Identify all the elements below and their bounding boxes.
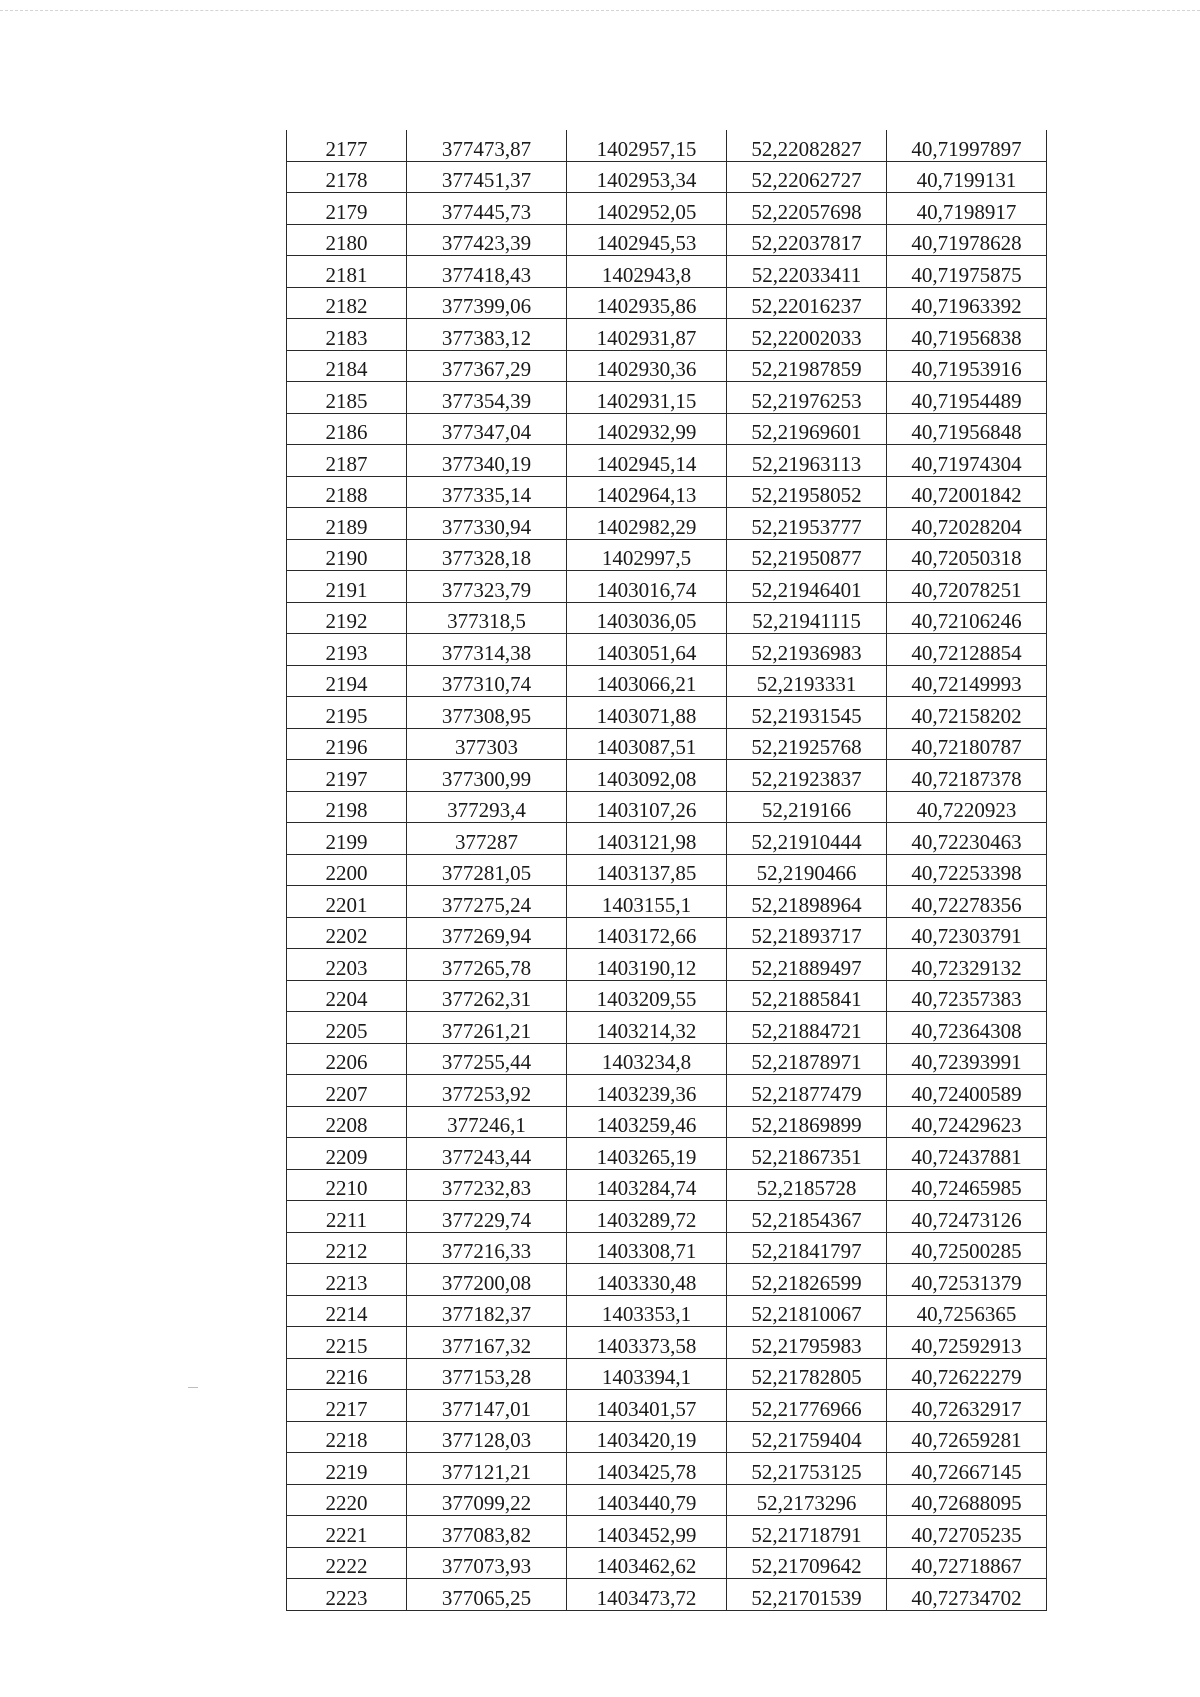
table-row bbox=[287, 445, 1047, 477]
point-number-cell: 2190 bbox=[287, 539, 407, 571]
longitude-cell: 40,71978628 bbox=[887, 224, 1047, 256]
y-coordinate-cell: 1403137,85 bbox=[567, 854, 727, 886]
latitude-cell: 52,21877479 bbox=[727, 1075, 887, 1107]
latitude-cell: 52,21759404 bbox=[727, 1421, 887, 1453]
longitude-cell: 40,72230463 bbox=[887, 823, 1047, 855]
point-number-cell: 2208 bbox=[287, 1106, 407, 1138]
longitude-cell: 40,72187378 bbox=[887, 760, 1047, 792]
point-number-cell: 2198 bbox=[287, 791, 407, 823]
latitude-cell: 52,2190466 bbox=[727, 854, 887, 886]
longitude-cell: 40,7256365 bbox=[887, 1295, 1047, 1327]
point-number-cell: 2206 bbox=[287, 1043, 407, 1075]
longitude-cell: 40,72632917 bbox=[887, 1390, 1047, 1422]
point-number-cell: 2180 bbox=[287, 224, 407, 256]
longitude-cell: 40,71954489 bbox=[887, 382, 1047, 414]
table-row bbox=[287, 193, 1047, 225]
point-number-cell: 2187 bbox=[287, 445, 407, 477]
longitude-cell: 40,71975875 bbox=[887, 256, 1047, 288]
y-coordinate-cell: 1403284,74 bbox=[567, 1169, 727, 1201]
longitude-cell: 40,72437881 bbox=[887, 1138, 1047, 1170]
longitude-cell: 40,7220923 bbox=[887, 791, 1047, 823]
latitude-cell: 52,22062727 bbox=[727, 161, 887, 193]
point-number-cell: 2181 bbox=[287, 256, 407, 288]
point-number-cell: 2179 bbox=[287, 193, 407, 225]
x-coordinate-cell: 377099,22 bbox=[407, 1484, 567, 1516]
latitude-cell: 52,21893717 bbox=[727, 917, 887, 949]
point-number-cell: 2215 bbox=[287, 1327, 407, 1359]
x-coordinate-cell: 377354,39 bbox=[407, 382, 567, 414]
y-coordinate-cell: 1402931,87 bbox=[567, 319, 727, 351]
point-number-cell: 2197 bbox=[287, 760, 407, 792]
x-coordinate-cell: 377083,82 bbox=[407, 1516, 567, 1548]
x-coordinate-cell: 377445,73 bbox=[407, 193, 567, 225]
longitude-cell: 40,72158202 bbox=[887, 697, 1047, 729]
table-row bbox=[287, 1043, 1047, 1075]
y-coordinate-cell: 1402952,05 bbox=[567, 193, 727, 225]
y-coordinate-cell: 1403036,05 bbox=[567, 602, 727, 634]
x-coordinate-cell: 377275,24 bbox=[407, 886, 567, 918]
y-coordinate-cell: 1403308,71 bbox=[567, 1232, 727, 1264]
point-number-cell: 2211 bbox=[287, 1201, 407, 1233]
table-row bbox=[287, 130, 1047, 161]
y-coordinate-cell: 1403289,72 bbox=[567, 1201, 727, 1233]
table-row bbox=[287, 1295, 1047, 1327]
longitude-cell: 40,72667145 bbox=[887, 1453, 1047, 1485]
table-row bbox=[287, 1484, 1047, 1516]
point-number-cell: 2217 bbox=[287, 1390, 407, 1422]
x-coordinate-cell: 377330,94 bbox=[407, 508, 567, 540]
x-coordinate-cell: 377367,29 bbox=[407, 350, 567, 382]
y-coordinate-cell: 1403051,64 bbox=[567, 634, 727, 666]
y-coordinate-cell: 1403259,46 bbox=[567, 1106, 727, 1138]
table-row bbox=[287, 1264, 1047, 1296]
y-coordinate-cell: 1403425,78 bbox=[567, 1453, 727, 1485]
point-number-cell: 2214 bbox=[287, 1295, 407, 1327]
x-coordinate-cell: 377216,33 bbox=[407, 1232, 567, 1264]
x-coordinate-cell: 377281,05 bbox=[407, 854, 567, 886]
point-number-cell: 2194 bbox=[287, 665, 407, 697]
latitude-cell: 52,2185728 bbox=[727, 1169, 887, 1201]
point-number-cell: 2188 bbox=[287, 476, 407, 508]
y-coordinate-cell: 1403473,72 bbox=[567, 1579, 727, 1611]
latitude-cell: 52,21931545 bbox=[727, 697, 887, 729]
latitude-cell: 52,21953777 bbox=[727, 508, 887, 540]
y-coordinate-cell: 1403172,66 bbox=[567, 917, 727, 949]
y-coordinate-cell: 1403209,55 bbox=[567, 980, 727, 1012]
table-row bbox=[287, 697, 1047, 729]
longitude-cell: 40,72429623 bbox=[887, 1106, 1047, 1138]
latitude-cell: 52,21987859 bbox=[727, 350, 887, 382]
latitude-cell: 52,21936983 bbox=[727, 634, 887, 666]
point-number-cell: 2186 bbox=[287, 413, 407, 445]
table-row bbox=[287, 319, 1047, 351]
point-number-cell: 2183 bbox=[287, 319, 407, 351]
latitude-cell: 52,2173296 bbox=[727, 1484, 887, 1516]
point-number-cell: 2189 bbox=[287, 508, 407, 540]
y-coordinate-cell: 1403239,36 bbox=[567, 1075, 727, 1107]
x-coordinate-cell: 377347,04 bbox=[407, 413, 567, 445]
point-number-cell: 2196 bbox=[287, 728, 407, 760]
x-coordinate-cell: 377318,5 bbox=[407, 602, 567, 634]
point-number-cell: 2191 bbox=[287, 571, 407, 603]
longitude-cell: 40,72465985 bbox=[887, 1169, 1047, 1201]
table-row bbox=[287, 1358, 1047, 1390]
point-number-cell: 2178 bbox=[287, 161, 407, 193]
x-coordinate-cell: 377423,39 bbox=[407, 224, 567, 256]
table-row bbox=[287, 508, 1047, 540]
y-coordinate-cell: 1403121,98 bbox=[567, 823, 727, 855]
x-coordinate-cell: 377246,1 bbox=[407, 1106, 567, 1138]
longitude-cell: 40,72393991 bbox=[887, 1043, 1047, 1075]
latitude-cell: 52,21969601 bbox=[727, 413, 887, 445]
table-row bbox=[287, 1453, 1047, 1485]
point-number-cell: 2192 bbox=[287, 602, 407, 634]
longitude-cell: 40,71997897 bbox=[887, 130, 1047, 161]
point-number-cell: 2216 bbox=[287, 1358, 407, 1390]
y-coordinate-cell: 1402964,13 bbox=[567, 476, 727, 508]
y-coordinate-cell: 1403087,51 bbox=[567, 728, 727, 760]
longitude-cell: 40,71953916 bbox=[887, 350, 1047, 382]
longitude-cell: 40,71956848 bbox=[887, 413, 1047, 445]
y-coordinate-cell: 1402932,99 bbox=[567, 413, 727, 445]
x-coordinate-cell: 377473,87 bbox=[407, 130, 567, 161]
longitude-cell: 40,72705235 bbox=[887, 1516, 1047, 1548]
table-row bbox=[287, 1106, 1047, 1138]
latitude-cell: 52,21826599 bbox=[727, 1264, 887, 1296]
latitude-cell: 52,21889497 bbox=[727, 949, 887, 981]
y-coordinate-cell: 1402935,86 bbox=[567, 287, 727, 319]
y-coordinate-cell: 1402930,36 bbox=[567, 350, 727, 382]
latitude-cell: 52,22057698 bbox=[727, 193, 887, 225]
y-coordinate-cell: 1403440,79 bbox=[567, 1484, 727, 1516]
y-coordinate-cell: 1403462,62 bbox=[567, 1547, 727, 1579]
latitude-cell: 52,22037817 bbox=[727, 224, 887, 256]
longitude-cell: 40,72078251 bbox=[887, 571, 1047, 603]
x-coordinate-cell: 377243,44 bbox=[407, 1138, 567, 1170]
coordinates-table-body bbox=[287, 130, 1047, 1610]
x-coordinate-cell: 377147,01 bbox=[407, 1390, 567, 1422]
table-row bbox=[287, 665, 1047, 697]
table-row bbox=[287, 602, 1047, 634]
latitude-cell: 52,21810067 bbox=[727, 1295, 887, 1327]
y-coordinate-cell: 1402945,14 bbox=[567, 445, 727, 477]
latitude-cell: 52,21946401 bbox=[727, 571, 887, 603]
y-coordinate-cell: 1403265,19 bbox=[567, 1138, 727, 1170]
longitude-cell: 40,72531379 bbox=[887, 1264, 1047, 1296]
table-row bbox=[287, 1075, 1047, 1107]
y-coordinate-cell: 1403353,1 bbox=[567, 1295, 727, 1327]
y-coordinate-cell: 1403452,99 bbox=[567, 1516, 727, 1548]
longitude-cell: 40,7198917 bbox=[887, 193, 1047, 225]
latitude-cell: 52,219166 bbox=[727, 791, 887, 823]
y-coordinate-cell: 1403330,48 bbox=[567, 1264, 727, 1296]
table-row bbox=[287, 1012, 1047, 1044]
point-number-cell: 2204 bbox=[287, 980, 407, 1012]
latitude-cell: 52,21950877 bbox=[727, 539, 887, 571]
y-coordinate-cell: 1403016,74 bbox=[567, 571, 727, 603]
point-number-cell: 2205 bbox=[287, 1012, 407, 1044]
latitude-cell: 52,21923837 bbox=[727, 760, 887, 792]
longitude-cell: 40,72329132 bbox=[887, 949, 1047, 981]
table-row bbox=[287, 917, 1047, 949]
latitude-cell: 52,21898964 bbox=[727, 886, 887, 918]
table-row bbox=[287, 1421, 1047, 1453]
x-coordinate-cell: 377200,08 bbox=[407, 1264, 567, 1296]
point-number-cell: 2177 bbox=[287, 130, 407, 161]
y-coordinate-cell: 1402982,29 bbox=[567, 508, 727, 540]
y-coordinate-cell: 1403401,57 bbox=[567, 1390, 727, 1422]
y-coordinate-cell: 1403214,32 bbox=[567, 1012, 727, 1044]
latitude-cell: 52,22002033 bbox=[727, 319, 887, 351]
table-row bbox=[287, 1547, 1047, 1579]
y-coordinate-cell: 1403092,08 bbox=[567, 760, 727, 792]
y-coordinate-cell: 1403234,8 bbox=[567, 1043, 727, 1075]
y-coordinate-cell: 1402953,34 bbox=[567, 161, 727, 193]
longitude-cell: 40,72278356 bbox=[887, 886, 1047, 918]
x-coordinate-cell: 377340,19 bbox=[407, 445, 567, 477]
table-row bbox=[287, 413, 1047, 445]
table-row bbox=[287, 382, 1047, 414]
latitude-cell: 52,21841797 bbox=[727, 1232, 887, 1264]
longitude-cell: 40,72253398 bbox=[887, 854, 1047, 886]
longitude-cell: 40,72500285 bbox=[887, 1232, 1047, 1264]
y-coordinate-cell: 1403071,88 bbox=[567, 697, 727, 729]
longitude-cell: 40,72400589 bbox=[887, 1075, 1047, 1107]
table-row bbox=[287, 1579, 1047, 1611]
longitude-cell: 40,72357383 bbox=[887, 980, 1047, 1012]
x-coordinate-cell: 377310,74 bbox=[407, 665, 567, 697]
y-coordinate-cell: 1403420,19 bbox=[567, 1421, 727, 1453]
x-coordinate-cell: 377121,21 bbox=[407, 1453, 567, 1485]
point-number-cell: 2203 bbox=[287, 949, 407, 981]
x-coordinate-cell: 377255,44 bbox=[407, 1043, 567, 1075]
point-number-cell: 2184 bbox=[287, 350, 407, 382]
x-coordinate-cell: 377300,99 bbox=[407, 760, 567, 792]
x-coordinate-cell: 377293,4 bbox=[407, 791, 567, 823]
table-row bbox=[287, 476, 1047, 508]
latitude-cell: 52,22016237 bbox=[727, 287, 887, 319]
latitude-cell: 52,21884721 bbox=[727, 1012, 887, 1044]
longitude-cell: 40,71974304 bbox=[887, 445, 1047, 477]
longitude-cell: 40,72473126 bbox=[887, 1201, 1047, 1233]
x-coordinate-cell: 377314,38 bbox=[407, 634, 567, 666]
point-number-cell: 2193 bbox=[287, 634, 407, 666]
y-coordinate-cell: 1402945,53 bbox=[567, 224, 727, 256]
table-row bbox=[287, 1138, 1047, 1170]
x-coordinate-cell: 377451,37 bbox=[407, 161, 567, 193]
point-number-cell: 2202 bbox=[287, 917, 407, 949]
table-row bbox=[287, 1516, 1047, 1548]
latitude-cell: 52,21701539 bbox=[727, 1579, 887, 1611]
scan-speck bbox=[188, 1387, 198, 1388]
latitude-cell: 52,22033411 bbox=[727, 256, 887, 288]
longitude-cell: 40,72303791 bbox=[887, 917, 1047, 949]
x-coordinate-cell: 377065,25 bbox=[407, 1579, 567, 1611]
table-row bbox=[287, 1169, 1047, 1201]
longitude-cell: 40,71963392 bbox=[887, 287, 1047, 319]
x-coordinate-cell: 377262,31 bbox=[407, 980, 567, 1012]
latitude-cell: 52,21963113 bbox=[727, 445, 887, 477]
longitude-cell: 40,72622279 bbox=[887, 1358, 1047, 1390]
latitude-cell: 52,21869899 bbox=[727, 1106, 887, 1138]
point-number-cell: 2209 bbox=[287, 1138, 407, 1170]
point-number-cell: 2213 bbox=[287, 1264, 407, 1296]
x-coordinate-cell: 377418,43 bbox=[407, 256, 567, 288]
table-row bbox=[287, 287, 1047, 319]
scan-edge-line bbox=[0, 10, 1200, 11]
latitude-cell: 52,21867351 bbox=[727, 1138, 887, 1170]
x-coordinate-cell: 377287 bbox=[407, 823, 567, 855]
point-number-cell: 2218 bbox=[287, 1421, 407, 1453]
table-row bbox=[287, 1390, 1047, 1422]
latitude-cell: 52,21910444 bbox=[727, 823, 887, 855]
table-row bbox=[287, 1232, 1047, 1264]
y-coordinate-cell: 1403107,26 bbox=[567, 791, 727, 823]
latitude-cell: 52,22082827 bbox=[727, 130, 887, 161]
longitude-cell: 40,7199131 bbox=[887, 161, 1047, 193]
table-row bbox=[287, 1327, 1047, 1359]
x-coordinate-cell: 377128,03 bbox=[407, 1421, 567, 1453]
latitude-cell: 52,21958052 bbox=[727, 476, 887, 508]
table-row bbox=[287, 728, 1047, 760]
latitude-cell: 52,2193331 bbox=[727, 665, 887, 697]
y-coordinate-cell: 1403155,1 bbox=[567, 886, 727, 918]
longitude-cell: 40,72001842 bbox=[887, 476, 1047, 508]
longitude-cell: 40,72659281 bbox=[887, 1421, 1047, 1453]
x-coordinate-cell: 377182,37 bbox=[407, 1295, 567, 1327]
point-number-cell: 2200 bbox=[287, 854, 407, 886]
longitude-cell: 40,71956838 bbox=[887, 319, 1047, 351]
table-row bbox=[287, 823, 1047, 855]
y-coordinate-cell: 1402943,8 bbox=[567, 256, 727, 288]
x-coordinate-cell: 377253,92 bbox=[407, 1075, 567, 1107]
point-number-cell: 2220 bbox=[287, 1484, 407, 1516]
point-number-cell: 2223 bbox=[287, 1579, 407, 1611]
point-number-cell: 2221 bbox=[287, 1516, 407, 1548]
table-row bbox=[287, 949, 1047, 981]
x-coordinate-cell: 377303 bbox=[407, 728, 567, 760]
longitude-cell: 40,72364308 bbox=[887, 1012, 1047, 1044]
coordinates-table bbox=[286, 130, 1047, 1611]
y-coordinate-cell: 1402997,5 bbox=[567, 539, 727, 571]
table-row bbox=[287, 256, 1047, 288]
point-number-cell: 2210 bbox=[287, 1169, 407, 1201]
latitude-cell: 52,21709642 bbox=[727, 1547, 887, 1579]
x-coordinate-cell: 377229,74 bbox=[407, 1201, 567, 1233]
latitude-cell: 52,21753125 bbox=[727, 1453, 887, 1485]
y-coordinate-cell: 1402957,15 bbox=[567, 130, 727, 161]
longitude-cell: 40,72106246 bbox=[887, 602, 1047, 634]
latitude-cell: 52,21795983 bbox=[727, 1327, 887, 1359]
x-coordinate-cell: 377265,78 bbox=[407, 949, 567, 981]
latitude-cell: 52,21718791 bbox=[727, 1516, 887, 1548]
y-coordinate-cell: 1402931,15 bbox=[567, 382, 727, 414]
table-row bbox=[287, 980, 1047, 1012]
table-row bbox=[287, 224, 1047, 256]
y-coordinate-cell: 1403373,58 bbox=[567, 1327, 727, 1359]
latitude-cell: 52,21925768 bbox=[727, 728, 887, 760]
x-coordinate-cell: 377261,21 bbox=[407, 1012, 567, 1044]
table-row bbox=[287, 539, 1047, 571]
x-coordinate-cell: 377335,14 bbox=[407, 476, 567, 508]
table-row bbox=[287, 760, 1047, 792]
longitude-cell: 40,72050318 bbox=[887, 539, 1047, 571]
x-coordinate-cell: 377232,83 bbox=[407, 1169, 567, 1201]
y-coordinate-cell: 1403190,12 bbox=[567, 949, 727, 981]
longitude-cell: 40,72734702 bbox=[887, 1579, 1047, 1611]
point-number-cell: 2201 bbox=[287, 886, 407, 918]
table-row bbox=[287, 854, 1047, 886]
point-number-cell: 2207 bbox=[287, 1075, 407, 1107]
x-coordinate-cell: 377167,32 bbox=[407, 1327, 567, 1359]
latitude-cell: 52,21941115 bbox=[727, 602, 887, 634]
table-row bbox=[287, 350, 1047, 382]
point-number-cell: 2222 bbox=[287, 1547, 407, 1579]
x-coordinate-cell: 377399,06 bbox=[407, 287, 567, 319]
point-number-cell: 2185 bbox=[287, 382, 407, 414]
point-number-cell: 2182 bbox=[287, 287, 407, 319]
latitude-cell: 52,21782805 bbox=[727, 1358, 887, 1390]
x-coordinate-cell: 377383,12 bbox=[407, 319, 567, 351]
latitude-cell: 52,21976253 bbox=[727, 382, 887, 414]
longitude-cell: 40,72128854 bbox=[887, 634, 1047, 666]
latitude-cell: 52,21776966 bbox=[727, 1390, 887, 1422]
longitude-cell: 40,72718867 bbox=[887, 1547, 1047, 1579]
y-coordinate-cell: 1403394,1 bbox=[567, 1358, 727, 1390]
longitude-cell: 40,72180787 bbox=[887, 728, 1047, 760]
y-coordinate-cell: 1403066,21 bbox=[567, 665, 727, 697]
table-row bbox=[287, 161, 1047, 193]
x-coordinate-cell: 377328,18 bbox=[407, 539, 567, 571]
x-coordinate-cell: 377269,94 bbox=[407, 917, 567, 949]
longitude-cell: 40,72592913 bbox=[887, 1327, 1047, 1359]
longitude-cell: 40,72688095 bbox=[887, 1484, 1047, 1516]
table-row bbox=[287, 886, 1047, 918]
point-number-cell: 2212 bbox=[287, 1232, 407, 1264]
point-number-cell: 2219 bbox=[287, 1453, 407, 1485]
latitude-cell: 52,21854367 bbox=[727, 1201, 887, 1233]
x-coordinate-cell: 377323,79 bbox=[407, 571, 567, 603]
longitude-cell: 40,72028204 bbox=[887, 508, 1047, 540]
latitude-cell: 52,21885841 bbox=[727, 980, 887, 1012]
point-number-cell: 2199 bbox=[287, 823, 407, 855]
latitude-cell: 52,21878971 bbox=[727, 1043, 887, 1075]
table-row bbox=[287, 1201, 1047, 1233]
point-number-cell: 2195 bbox=[287, 697, 407, 729]
x-coordinate-cell: 377153,28 bbox=[407, 1358, 567, 1390]
x-coordinate-cell: 377308,95 bbox=[407, 697, 567, 729]
longitude-cell: 40,72149993 bbox=[887, 665, 1047, 697]
table-row bbox=[287, 634, 1047, 666]
x-coordinate-cell: 377073,93 bbox=[407, 1547, 567, 1579]
table-row bbox=[287, 571, 1047, 603]
table-row bbox=[287, 791, 1047, 823]
